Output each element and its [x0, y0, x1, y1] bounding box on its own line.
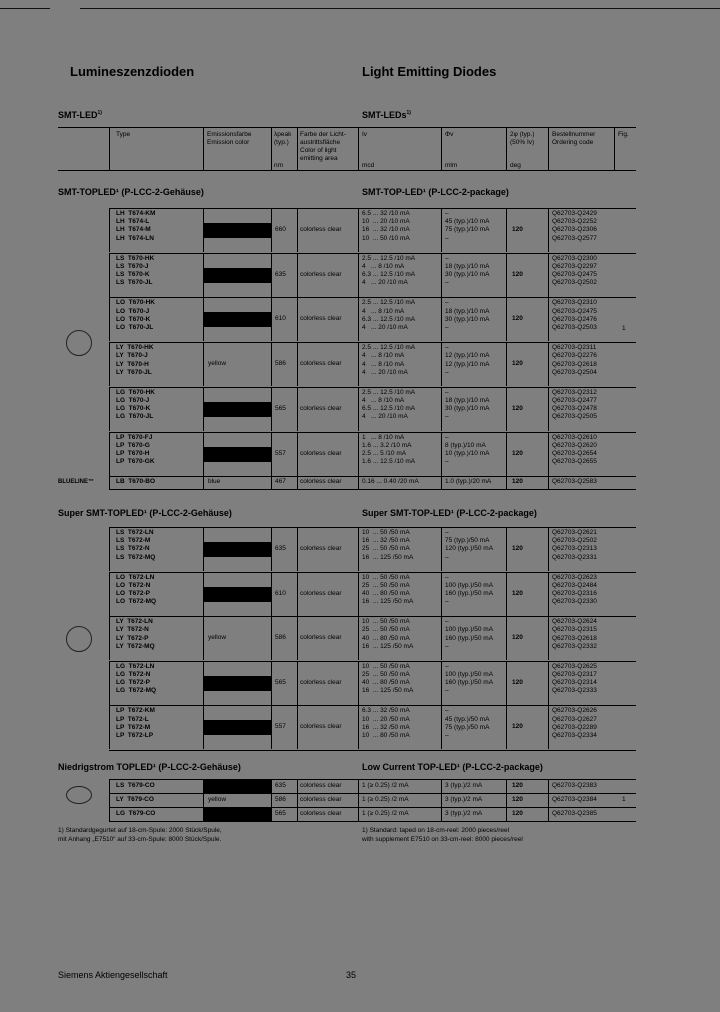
- half-angle: 120: [512, 723, 523, 731]
- col-rule: [109, 297, 110, 341]
- col-rule: [109, 661, 110, 705]
- luminous-intensity: 1 ... 8 /10 mA 1.6 ... 3.2 /10 mA 2.5 ... 5 /10 mA 1.6 ... 12.5 /10 mA: [362, 433, 416, 466]
- header-iv: Iv: [362, 131, 368, 138]
- page-title-de: Lumineszenzdioden: [70, 64, 195, 79]
- type-list: LS T672-LN LS T672-M LS T672-N LS T672-MQ: [116, 529, 156, 561]
- face-color: colorless clear: [300, 782, 342, 789]
- half-angle: 120: [512, 782, 523, 789]
- face-color: colorless clear: [300, 678, 342, 686]
- col-rule: [548, 616, 549, 660]
- col-rule: [548, 705, 549, 749]
- ordering-code: Q62703-Q2300 Q62703-Q2297 Q62703-Q2475 Q62703-Q2502: [552, 254, 597, 287]
- col-rule: [297, 297, 298, 341]
- col-rule: [441, 572, 442, 616]
- group-bottom-rule: [109, 821, 636, 822]
- blueline-logo: BLUELINE™: [58, 479, 94, 485]
- col-rule: [297, 572, 298, 616]
- section3-title-en: Low Current TOP-LED¹ (P-LCC-2-package): [362, 762, 543, 772]
- luminous-flux: – 75 (typ.)/50 mA 120 (typ.)/50 mA –: [445, 529, 494, 561]
- group-top-rule: [109, 476, 636, 477]
- luminous-flux: 1.0 (typ.)/20 mA: [445, 478, 492, 485]
- col-rule: [506, 387, 507, 431]
- emission-color-swatch: [203, 223, 271, 238]
- luminous-intensity: 1 (≥ 0.25) /2 mA: [362, 782, 409, 789]
- row-rule: [109, 779, 636, 780]
- col-rule: [506, 432, 507, 476]
- group-top-rule: [109, 705, 636, 706]
- ordering-code: Q62703-Q2311 Q62703-Q2276 Q62703-Q2618 Q62703-Q2504: [552, 344, 597, 376]
- col-rule: [297, 779, 298, 793]
- col-rule: [548, 779, 549, 793]
- peak-wavelength: 635: [275, 545, 286, 552]
- luminous-intensity: 2.5 ... 12.5 /10 mA 4 ... 8 /10 mA 6.3 ... 12.5 /10 mA 4 ... 20 /10 mA: [362, 299, 416, 331]
- luminous-flux: – 8 (typ.)/10 mA 10 (typ.)/10 mA –: [445, 433, 490, 466]
- col-rule: [297, 208, 298, 252]
- col-rule: [358, 779, 359, 793]
- footnote-de: 1) Standardgegurtet auf 18-cm-Spule: 2000 Stück/Spule, mit Anhang „E7510“ auf 33-cm-Spule: 8000 Stück/Spule.: [58, 827, 222, 843]
- type-list: LS T670-HK LS T670-J LS T670-K LS T670-JL: [116, 254, 155, 287]
- col-rule: [506, 793, 507, 807]
- emission-color-swatch: [203, 720, 271, 735]
- half-angle: 120: [512, 589, 523, 597]
- section2-title-de: Super SMT-TOPLED¹ (P-LCC-2-Gehäuse): [58, 508, 232, 518]
- ordering-code: Q62703-Q2384: [552, 796, 597, 803]
- type-list: LG T672-LN LG T672-N LG T672-P LG T672-MQ: [116, 662, 157, 695]
- col-rule: [271, 387, 272, 431]
- col-rule: [109, 527, 110, 571]
- face-color: colorless clear: [300, 404, 342, 412]
- col-rule: [109, 208, 110, 252]
- smt-heading-de: SMT-LED$^{1)}$: [58, 110, 102, 120]
- emission-color-swatch: [203, 447, 271, 462]
- col-rule: [271, 127, 272, 171]
- col-rule: [441, 432, 442, 476]
- ordering-code: Q62703-Q2610 Q62703-Q2620 Q62703-Q2654 Q62703-Q2655: [552, 433, 597, 466]
- luminous-intensity: 0.16 ... 0.40 /20 mA: [362, 478, 419, 485]
- row-rule: [109, 793, 636, 794]
- col-rule: [441, 297, 442, 341]
- col-rule: [441, 616, 442, 660]
- header-phi: Φv: [445, 131, 454, 138]
- luminous-intensity: 2.5 ... 12.5 /10 mA 4 ... 8 /10 mA 4 ... 8 /10 mA 4 ... 20 /10 mA: [362, 344, 416, 376]
- header-fig: Fig.: [618, 131, 629, 138]
- section2-title-en: Super SMT-TOP-LED¹ (P-LCC-2-package): [362, 508, 537, 518]
- half-angle: 120: [512, 478, 523, 485]
- col-rule: [441, 387, 442, 431]
- col-rule: [271, 793, 272, 807]
- luminous-flux: 3 (typ.)/2 mA: [445, 810, 483, 817]
- col-rule: [506, 476, 507, 489]
- group-top-rule: [109, 253, 636, 254]
- half-angle: 120: [512, 545, 523, 552]
- col-rule: [271, 208, 272, 252]
- header-bottom-rule: [58, 170, 636, 171]
- col-rule: [358, 342, 359, 386]
- col-rule: [358, 253, 359, 297]
- emission-color: yellow: [208, 360, 227, 368]
- col-rule: [358, 616, 359, 660]
- col-rule: [358, 793, 359, 807]
- col-rule: [297, 527, 298, 571]
- emission-color-swatch: [203, 268, 271, 283]
- half-angle: 120: [512, 449, 523, 457]
- section1-title-en: SMT-TOP-LED¹ (P-LCC-2-package): [362, 187, 509, 197]
- col-rule: [358, 527, 359, 571]
- col-rule: [548, 387, 549, 431]
- col-rule: [271, 572, 272, 616]
- luminous-intensity: 1 (≥ 0.25) /2 mA: [362, 796, 409, 803]
- col-rule: [358, 127, 359, 171]
- col-rule: [358, 432, 359, 476]
- half-angle: 120: [512, 634, 523, 642]
- half-angle: 120: [512, 404, 523, 412]
- half-angle: 120: [512, 796, 523, 803]
- type-list: LG T679-CO: [116, 810, 156, 817]
- col-rule: [548, 793, 549, 807]
- col-rule: [297, 616, 298, 660]
- half-angle: 120: [512, 270, 523, 278]
- col-rule: [441, 342, 442, 386]
- peak-wavelength: 586: [275, 634, 286, 642]
- face-color: colorless clear: [300, 478, 342, 485]
- peak-wavelength: 565: [275, 404, 286, 412]
- emission-color-swatch: [203, 587, 271, 602]
- col-rule: [109, 253, 110, 297]
- face-color: colorless clear: [300, 449, 342, 457]
- group-top-rule: [109, 572, 636, 573]
- half-angle: 120: [512, 315, 523, 323]
- col-rule: [109, 127, 110, 171]
- col-rule: [271, 476, 272, 489]
- group-top-rule: [109, 432, 636, 433]
- col-rule: [506, 342, 507, 386]
- emission-color: blue: [208, 478, 221, 485]
- ordering-code: Q62703-Q2310 Q62703-Q2475 Q62703-Q2476 Q62703-Q2503: [552, 299, 597, 331]
- col-rule: [506, 807, 507, 821]
- group-top-rule: [109, 661, 636, 662]
- header-lambda-unit: nm: [274, 162, 284, 169]
- col-rule: [506, 572, 507, 616]
- emission-color: yellow: [208, 796, 227, 803]
- col-rule: [109, 779, 110, 793]
- top-rule-left: [0, 8, 50, 9]
- type-list: LH T674-KM LH T674-L LH T674-M LH T674-LN: [116, 210, 156, 242]
- type-list: LB T670-BO: [116, 478, 156, 485]
- header-angle-unit: deg: [510, 162, 521, 169]
- face-color: colorless clear: [300, 226, 342, 233]
- col-rule: [109, 793, 110, 807]
- luminous-flux: – 18 (typ.)/10 mA 30 (typ.)/10 mA –: [445, 388, 490, 421]
- footer-page-number: 35: [346, 970, 357, 980]
- col-rule: [548, 127, 549, 171]
- col-rule: [506, 297, 507, 341]
- group-top-rule: [109, 387, 636, 388]
- smt-heading-en: SMT-LEDs$^{1)}$: [362, 110, 411, 120]
- face-color: colorless clear: [300, 315, 342, 323]
- col-rule: [297, 705, 298, 749]
- group-top-rule: [109, 208, 636, 209]
- type-list: LY T672-LN LY T672-N LY T672-P LY T672-MQ: [116, 618, 155, 650]
- luminous-intensity: 6.5 ... 32 /10 mA 10 ... 20 /10 mA 16 ... 32 /10 mA 10 ... 50 /10 mA: [362, 210, 410, 242]
- col-rule: [297, 807, 298, 821]
- type-list: LG T670-HK LG T670-J LG T670-K LG T670-JL: [116, 388, 156, 421]
- col-rule: [441, 661, 442, 705]
- col-rule: [271, 297, 272, 341]
- col-rule: [271, 661, 272, 705]
- header-type: Type: [116, 131, 131, 138]
- col-rule: [297, 342, 298, 386]
- header-color: Emissionsfarbe Emission color: [207, 131, 252, 146]
- fig-ref-3: 1: [622, 796, 626, 803]
- col-rule: [548, 527, 549, 571]
- col-rule: [358, 807, 359, 821]
- luminous-flux: – 18 (typ.)/10 mA 30 (typ.)/10 mA –: [445, 299, 490, 331]
- col-rule: [548, 476, 549, 489]
- ordering-code: Q62703-Q2625 Q62703-Q2317 Q62703-Q2314 Q62703-Q2333: [552, 662, 597, 695]
- half-angle: 120: [512, 360, 523, 368]
- half-angle: 120: [512, 678, 523, 686]
- col-rule: [297, 432, 298, 476]
- col-rule: [506, 527, 507, 571]
- ordering-code: Q62703-Q2624 Q62703-Q2315 Q62703-Q2618 Q62703-Q2332: [552, 618, 597, 650]
- ordering-code: Q62703-Q2583: [552, 478, 597, 485]
- luminous-flux: – 45 (typ.)/10 mA 75 (typ.)/10 mA –: [445, 210, 490, 242]
- col-rule: [271, 432, 272, 476]
- col-rule: [441, 793, 442, 807]
- footnote-en: 1) Standard: taped on 18-cm-reel: 2000 pieces/reel with supplement E7510 on 33-cm-reel: 8000 pieces/reel: [362, 827, 523, 843]
- col-rule: [358, 208, 359, 252]
- col-rule: [548, 208, 549, 252]
- emission-color-swatch: [203, 402, 271, 417]
- header-phi-unit: mlm: [445, 162, 458, 169]
- type-list: LP T670-FJ LP T670-G LP T670-H LP T670-GK: [116, 433, 155, 466]
- header-lambda: λpeak (typ.): [274, 131, 292, 146]
- col-rule: [271, 705, 272, 749]
- col-rule: [441, 253, 442, 297]
- top-rule-right: [80, 8, 720, 9]
- section1-title-de: SMT-TOPLED¹ (P-LCC-2-Gehäuse): [58, 187, 204, 197]
- col-rule: [441, 208, 442, 252]
- ordering-code: Q62703-Q2383: [552, 782, 597, 789]
- col-rule: [358, 572, 359, 616]
- luminous-intensity: 2.5 ... 12.5 /10 mA 4 ... 8 /10 mA 6.3 ... 12.5 /10 mA 4 ... 20 /10 mA: [362, 254, 416, 287]
- ordering-code: Q62703-Q2626 Q62703-Q2627 Q62703-Q2289 Q62703-Q2334: [552, 707, 597, 739]
- page-title-en: Light Emitting Diodes: [362, 64, 497, 79]
- col-rule: [506, 779, 507, 793]
- luminous-intensity: 10 ... 50 /50 mA 25 ... 50 /50 mA 40 ... 80 /50 mA 16 ... 125 /50 mA: [362, 662, 414, 695]
- face-color: colorless clear: [300, 723, 342, 731]
- col-rule: [109, 807, 110, 821]
- col-rule: [109, 342, 110, 386]
- col-rule: [109, 432, 110, 476]
- group-top-rule: [109, 297, 636, 298]
- type-list: LY T670-HK LY T670-J LY T670-H LY T670-JL: [116, 344, 154, 376]
- col-rule: [109, 705, 110, 749]
- emission-color-swatch: [203, 807, 271, 821]
- luminous-flux: – 12 (typ.)/10 mA 12 (typ.)/10 mA –: [445, 344, 490, 376]
- col-rule: [506, 253, 507, 297]
- peak-wavelength: 586: [275, 360, 286, 368]
- col-rule: [203, 342, 204, 386]
- luminous-flux: – 45 (typ.)/50 mA 75 (typ.)/50 mA –: [445, 707, 490, 739]
- peak-wavelength: 610: [275, 589, 286, 597]
- luminous-flux: – 100 (typ.)/50 mA 160 (typ.)/50 mA –: [445, 573, 494, 606]
- col-rule: [506, 616, 507, 660]
- col-rule: [271, 807, 272, 821]
- col-rule: [441, 527, 442, 571]
- luminous-flux: – 18 (typ.)/10 mA 30 (typ.)/10 mA –: [445, 254, 490, 287]
- luminous-flux: 3 (typ.)/2 mA: [445, 782, 483, 789]
- col-rule: [441, 476, 442, 489]
- group-top-rule: [109, 616, 636, 617]
- row-rule: [109, 807, 636, 808]
- group-top-rule: [109, 527, 636, 528]
- type-list: LY T679-CO: [116, 796, 154, 803]
- group-bottom-rule: [109, 750, 636, 751]
- half-angle: 120: [512, 810, 523, 817]
- col-rule: [109, 387, 110, 431]
- peak-wavelength: 635: [275, 782, 286, 789]
- col-rule: [109, 616, 110, 660]
- col-rule: [203, 476, 204, 489]
- col-rule: [297, 253, 298, 297]
- col-rule: [297, 661, 298, 705]
- fig-ref-1: 1: [622, 325, 626, 332]
- luminous-intensity: 10 ... 50 /50 mA 25 ... 50 /50 mA 40 ... 80 /50 mA 16 ... 125 /50 mA: [362, 618, 414, 650]
- luminous-intensity: 6.3 ... 32 /50 mA 10 ... 20 /50 mA 16 ... 32 /50 mA 10 ... 80 /50 mA: [362, 707, 410, 739]
- col-rule: [358, 705, 359, 749]
- luminous-flux: – 100 (typ.)/50 mA 160 (typ.)/50 mA –: [445, 618, 494, 650]
- luminous-flux: 3 (typ.)/2 mA: [445, 796, 483, 803]
- col-rule: [109, 572, 110, 616]
- col-rule: [614, 127, 615, 171]
- emission-color-swatch: [203, 312, 271, 327]
- col-rule: [271, 616, 272, 660]
- col-rule: [548, 432, 549, 476]
- group-bottom-rule: [109, 489, 636, 490]
- face-color: colorless clear: [300, 360, 342, 368]
- peak-wavelength: 586: [275, 796, 286, 803]
- luminous-flux: – 100 (typ.)/50 mA 160 (typ.)/50 mA –: [445, 662, 494, 695]
- emission-color-swatch: [203, 676, 271, 691]
- face-color: colorless clear: [300, 796, 342, 803]
- col-rule: [271, 342, 272, 386]
- col-rule: [358, 297, 359, 341]
- type-list: LP T672-KM LP T672-L LP T672-M LP T672-LP: [116, 707, 155, 739]
- col-rule: [441, 807, 442, 821]
- emission-color-swatch: [203, 779, 271, 793]
- col-rule: [441, 779, 442, 793]
- col-rule: [506, 705, 507, 749]
- col-rule: [548, 661, 549, 705]
- face-color: colorless clear: [300, 545, 342, 552]
- col-rule: [358, 661, 359, 705]
- col-rule: [297, 476, 298, 489]
- col-rule: [271, 779, 272, 793]
- package-diagram-2: [66, 626, 92, 652]
- peak-wavelength: 565: [275, 678, 286, 686]
- peak-wavelength: 557: [275, 723, 286, 731]
- luminous-intensity: 1 (≥ 0.25) /2 mA: [362, 810, 409, 817]
- ordering-code: Q62703-Q2623 Q62703-Q2484 Q62703-Q2316 Q62703-Q2330: [552, 573, 597, 606]
- col-rule: [203, 616, 204, 660]
- col-rule: [441, 127, 442, 171]
- package-diagram-3: [66, 786, 92, 804]
- col-rule: [358, 387, 359, 431]
- peak-wavelength: 557: [275, 449, 286, 457]
- type-list: LO T670-HK LO T670-J LO T670-K LO T670-JL: [116, 299, 156, 331]
- luminous-intensity: 10 ... 50 /50 mA 16 ... 32 /50 mA 25 ... 50 /50 mA 16 ... 125 /50 mA: [362, 529, 414, 561]
- luminous-intensity: 10 ... 50 /50 mA 25 ... 50 /50 mA 40 ... 80 /50 mA 16 ... 125 /50 mA: [362, 573, 414, 606]
- col-rule: [506, 661, 507, 705]
- col-rule: [506, 127, 507, 171]
- col-rule: [271, 253, 272, 297]
- emission-color-swatch: [203, 542, 271, 557]
- col-rule: [271, 527, 272, 571]
- col-rule: [203, 127, 204, 171]
- header-iv-unit: mcd: [362, 162, 375, 169]
- col-rule: [548, 572, 549, 616]
- package-diagram-1: [66, 330, 92, 356]
- type-list: LO T672-LN LO T672-N LO T672-P LO T672-MQ: [116, 573, 157, 606]
- col-rule: [297, 793, 298, 807]
- col-rule: [358, 476, 359, 489]
- col-rule: [506, 208, 507, 252]
- ordering-code: Q62703-Q2312 Q62703-Q2477 Q62703-Q2478 Q62703-Q2505: [552, 388, 597, 421]
- ordering-code: Q62703-Q2429 Q62703-Q2252 Q62703-Q2306 Q62703-Q2577: [552, 210, 597, 242]
- ordering-code: Q62703-Q2385: [552, 810, 597, 817]
- face-color: colorless clear: [300, 589, 342, 597]
- col-rule: [548, 297, 549, 341]
- peak-wavelength: 565: [275, 810, 286, 817]
- group-top-rule: [109, 342, 636, 343]
- half-angle: 120: [512, 226, 523, 233]
- section3-title-de: Niedrigstrom TOPLED¹ (P-LCC-2-Gehäuse): [58, 762, 241, 772]
- col-rule: [203, 793, 204, 807]
- face-color: colorless clear: [300, 810, 342, 817]
- luminous-intensity: 2.5 ... 12.5 /10 mA 4 ... 8 /10 mA 6.5 ... 12.5 /10 mA 4 ... 20 /10 mA: [362, 388, 416, 421]
- peak-wavelength: 635: [275, 270, 286, 278]
- col-rule: [441, 705, 442, 749]
- header-angle: 2φ (typ.) (50% Iv): [510, 131, 535, 146]
- face-color: colorless clear: [300, 270, 342, 278]
- col-rule: [548, 342, 549, 386]
- col-rule: [109, 476, 110, 489]
- col-rule: [548, 807, 549, 821]
- col-rule: [297, 387, 298, 431]
- header-order: Bestellnummer Ordering code: [552, 131, 596, 146]
- col-rule: [297, 127, 298, 171]
- peak-wavelength: 610: [275, 315, 286, 323]
- header-top-rule: [58, 127, 636, 128]
- type-list: LS T679-CO: [116, 782, 155, 789]
- peak-wavelength: 467: [275, 478, 286, 485]
- emission-color: yellow: [208, 634, 227, 642]
- footer-company: Siemens Aktiengesellschaft: [58, 970, 168, 980]
- face-color: colorless clear: [300, 634, 342, 642]
- ordering-code: Q62703-Q2621 Q62703-Q2502 Q62703-Q2313 Q62703-Q2331: [552, 529, 597, 561]
- col-rule: [548, 253, 549, 297]
- peak-wavelength: 660: [275, 226, 286, 233]
- header-face: Farbe der Licht- austrittsfläche Color of light emitting area: [300, 131, 346, 162]
